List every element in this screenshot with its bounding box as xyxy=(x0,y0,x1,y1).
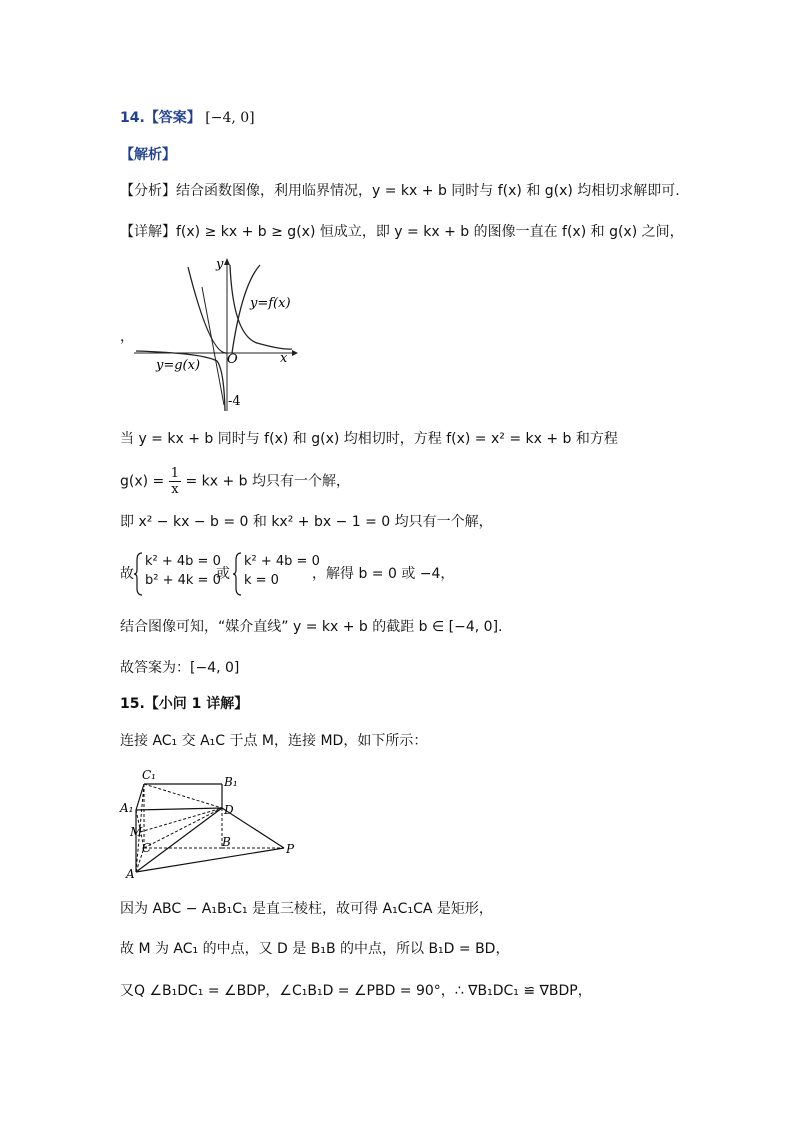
q15-header: 15.【小问 1 详解】 xyxy=(120,696,249,712)
origin-label: O xyxy=(227,352,238,367)
huo-label: 或 xyxy=(216,566,230,582)
label-M: M xyxy=(130,825,143,839)
label-P: P xyxy=(286,842,295,856)
g-eq-right: = kx + b 均只有一个解， xyxy=(185,473,351,490)
label-A: A xyxy=(126,867,135,880)
frac-num: 1 xyxy=(170,466,180,481)
brace-left-1 xyxy=(134,552,144,596)
detail-line: 【详解】f(x) ≥ kx + b ≥ g(x) 恒成立，即 y = kx + b 的图像一直在 f(x) 和 g(x) 之间， xyxy=(120,224,684,240)
f-left-curve xyxy=(188,267,227,353)
tangent-line xyxy=(202,287,224,405)
system-1 xyxy=(145,554,221,588)
label-C: C xyxy=(142,841,152,855)
final-answer-line: 故答案为：[−4, 0] xyxy=(120,660,240,676)
midpoint-line: 故 M 为 AC₁ 的中点，又 D 是 B₁B 的中点，所以 B₁D = BD， xyxy=(120,941,510,957)
brace-left-2 xyxy=(233,552,243,596)
one-over-x xyxy=(169,466,181,497)
g-eq-left: g(x) = xyxy=(120,473,165,490)
q15-connect-line: 连接 AC₁ 交 A₁C 于点 M，连接 MD，如下所示： xyxy=(120,733,428,749)
congruence-line: 又Q ∠B₁DC₁ = ∠BDP，∠C₁B₁D = ∠PBD = 90°，∴ ∇B₁DC₁ ≌ ∇BDP， xyxy=(120,983,592,999)
label-B: B xyxy=(222,835,231,849)
g-label: y=g(x) xyxy=(156,358,201,373)
sys1-eq-a: k² + 4b = 0 xyxy=(145,554,221,569)
label-D: D xyxy=(224,803,234,817)
analysis-tag: 【解析】 xyxy=(120,147,176,163)
q14-header: 14.【答案】 xyxy=(120,110,201,126)
x-axis-arrow xyxy=(292,350,298,356)
label-B1: B₁ xyxy=(224,775,238,789)
tick-label: -4 xyxy=(228,394,241,409)
graph-comma: ， xyxy=(120,329,134,345)
intercept-line: 结合图像可知，“媒介直线” y = kx + b 的截距 b ∈ [−4, 0]. xyxy=(120,619,503,635)
y-axis-label: y xyxy=(216,257,224,272)
frac-den: x xyxy=(171,482,179,497)
f-label: y=f(x) xyxy=(250,296,291,311)
q14-answer: [−4, 0] xyxy=(205,110,255,126)
solve-text: ，解得 b = 0 或 −4， xyxy=(312,566,455,582)
one-solution-line: 即 x² − kx − b = 0 和 kx² + bx − 1 = 0 均只有一个解， xyxy=(120,514,493,530)
gu-label: 故 xyxy=(120,566,134,582)
sys2-eq-b: k = 0 xyxy=(244,573,279,588)
fenxi-line: 【分析】结合函数图像，利用临界情况，y = kx + b 同时与 f(x) 和 g(x) 均相切求解即可. xyxy=(120,183,680,199)
sys1-eq-b: b² + 4k = 0 xyxy=(145,573,221,588)
q14-header-line xyxy=(120,108,255,128)
x-axis-label: x xyxy=(280,351,288,366)
prism-figure xyxy=(118,764,308,880)
y-axis-arrow xyxy=(224,258,230,265)
label-C1: C₁ xyxy=(142,768,156,782)
sys2-eq-a: k² + 4b = 0 xyxy=(244,554,320,569)
function-graph xyxy=(132,255,302,415)
g-equation-line xyxy=(120,466,350,497)
tangent-line-text: 当 y = kx + b 同时与 f(x) 和 g(x) 均相切时，方程 f(x) = x² = kx + b 和方程 xyxy=(120,431,618,447)
label-A1: A₁ xyxy=(120,801,134,815)
system-2 xyxy=(244,554,320,588)
prism-line: 因为 ABC − A₁B₁C₁ 是直三棱柱，故可得 A₁C₁CA 是矩形， xyxy=(120,901,493,917)
